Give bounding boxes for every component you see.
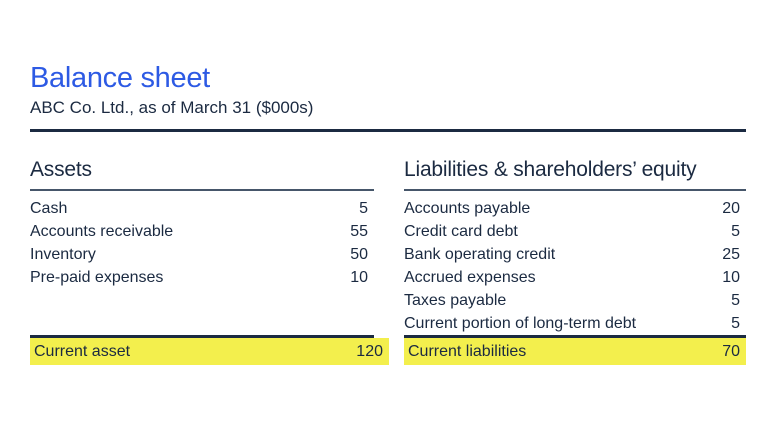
row-value: 5 xyxy=(731,292,740,309)
row-value: 55 xyxy=(350,223,368,240)
table-row xyxy=(404,220,746,243)
page-subtitle: ABC Co. Ltd., as of March 31 ($000s) xyxy=(30,98,314,117)
table-row xyxy=(30,243,374,266)
row-label: Accounts payable xyxy=(404,200,531,217)
liabilities-rows xyxy=(404,191,746,335)
table-row xyxy=(30,197,374,220)
total-label: Current asset xyxy=(34,342,131,360)
row-label: Accounts receivable xyxy=(30,223,174,240)
table-row xyxy=(404,197,746,220)
row-label: Bank operating credit xyxy=(404,246,556,263)
row-label: Pre-paid expenses xyxy=(30,269,164,286)
row-label: Accrued expenses xyxy=(404,269,536,286)
assets-rows xyxy=(30,191,374,289)
page-title: Balance sheet xyxy=(30,62,210,94)
table-row xyxy=(404,289,746,312)
row-value: 5 xyxy=(359,200,368,217)
row-label: Cash xyxy=(30,200,68,217)
assets-table xyxy=(30,158,383,365)
total-value: 70 xyxy=(722,342,740,360)
row-value: 20 xyxy=(722,200,740,217)
table-row xyxy=(404,266,746,289)
row-value: 5 xyxy=(731,223,740,240)
total-label: Current liabilities xyxy=(408,342,527,360)
liabilities-total-divider xyxy=(404,335,746,365)
row-label: Inventory xyxy=(30,246,96,263)
row-value: 10 xyxy=(722,269,740,286)
row-label: Current portion of long-term debt xyxy=(404,315,637,332)
assets-header: Assets xyxy=(30,158,374,191)
row-value: 50 xyxy=(350,246,368,263)
assets-total-divider xyxy=(30,335,383,365)
row-label: Credit card debt xyxy=(404,223,518,240)
liabilities-table xyxy=(404,158,746,365)
row-value: 25 xyxy=(722,246,740,263)
table-row xyxy=(404,243,746,266)
assets-total-row xyxy=(30,338,389,365)
table-row xyxy=(30,220,374,243)
row-value: 5 xyxy=(731,315,740,332)
row-label: Taxes payable xyxy=(404,292,507,309)
liabilities-total-row xyxy=(404,338,746,365)
total-value: 120 xyxy=(356,342,383,360)
row-value: 10 xyxy=(350,269,368,286)
top-divider xyxy=(30,129,746,132)
table-row xyxy=(404,312,746,335)
liabilities-header: Liabilities & shareholders’ equity xyxy=(404,158,746,191)
table-row xyxy=(30,266,374,289)
